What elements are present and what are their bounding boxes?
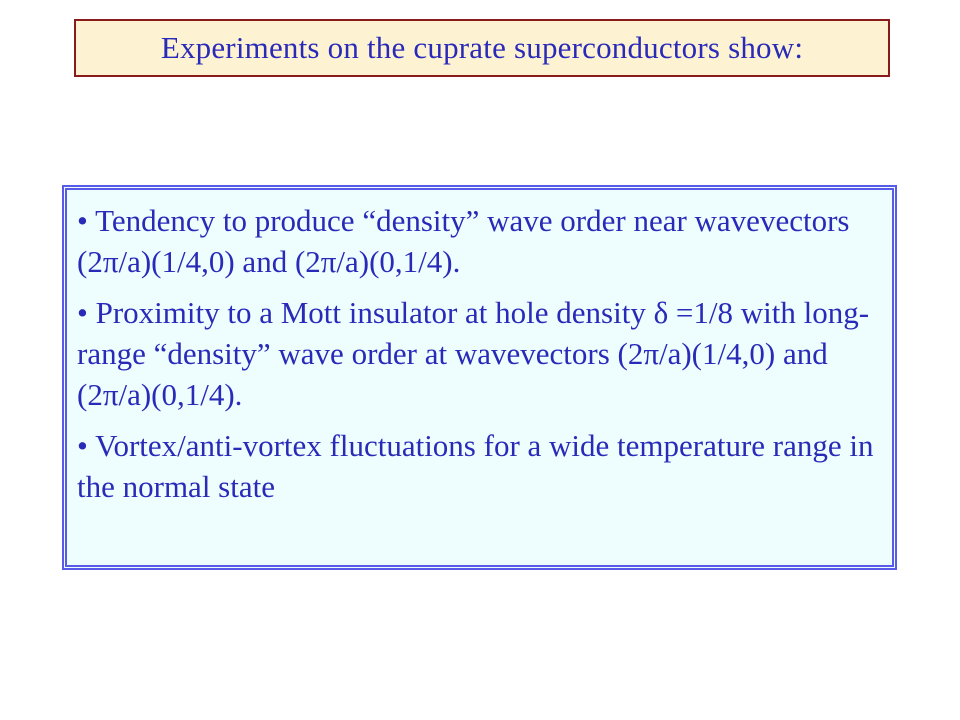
bullet-marker: • xyxy=(77,295,88,330)
bullet-marker: • xyxy=(77,203,88,238)
slide-title: Experiments on the cuprate superconductors show: xyxy=(160,30,804,65)
bullet-text: Tendency to produce “density” wave order near wavevectors (2π/a)(1/4,0) and (2π/a)(0,1/4). xyxy=(77,203,850,279)
slide-title-box xyxy=(74,19,890,77)
bullet-item xyxy=(77,292,884,415)
bullet-item xyxy=(77,425,884,507)
bullet-marker: • xyxy=(77,428,88,463)
bullet-item xyxy=(77,200,884,282)
content-box xyxy=(62,185,897,570)
bullet-text: Vortex/anti-vortex fluctuations for a wide temperature range in the normal state xyxy=(77,428,874,504)
bullet-text: Proximity to a Mott insulator at hole density δ =1/8 with long-range “density” wave order at wavevectors (2π/a)(1/4,0) and (2π/a)(0,1/4). xyxy=(77,295,870,412)
